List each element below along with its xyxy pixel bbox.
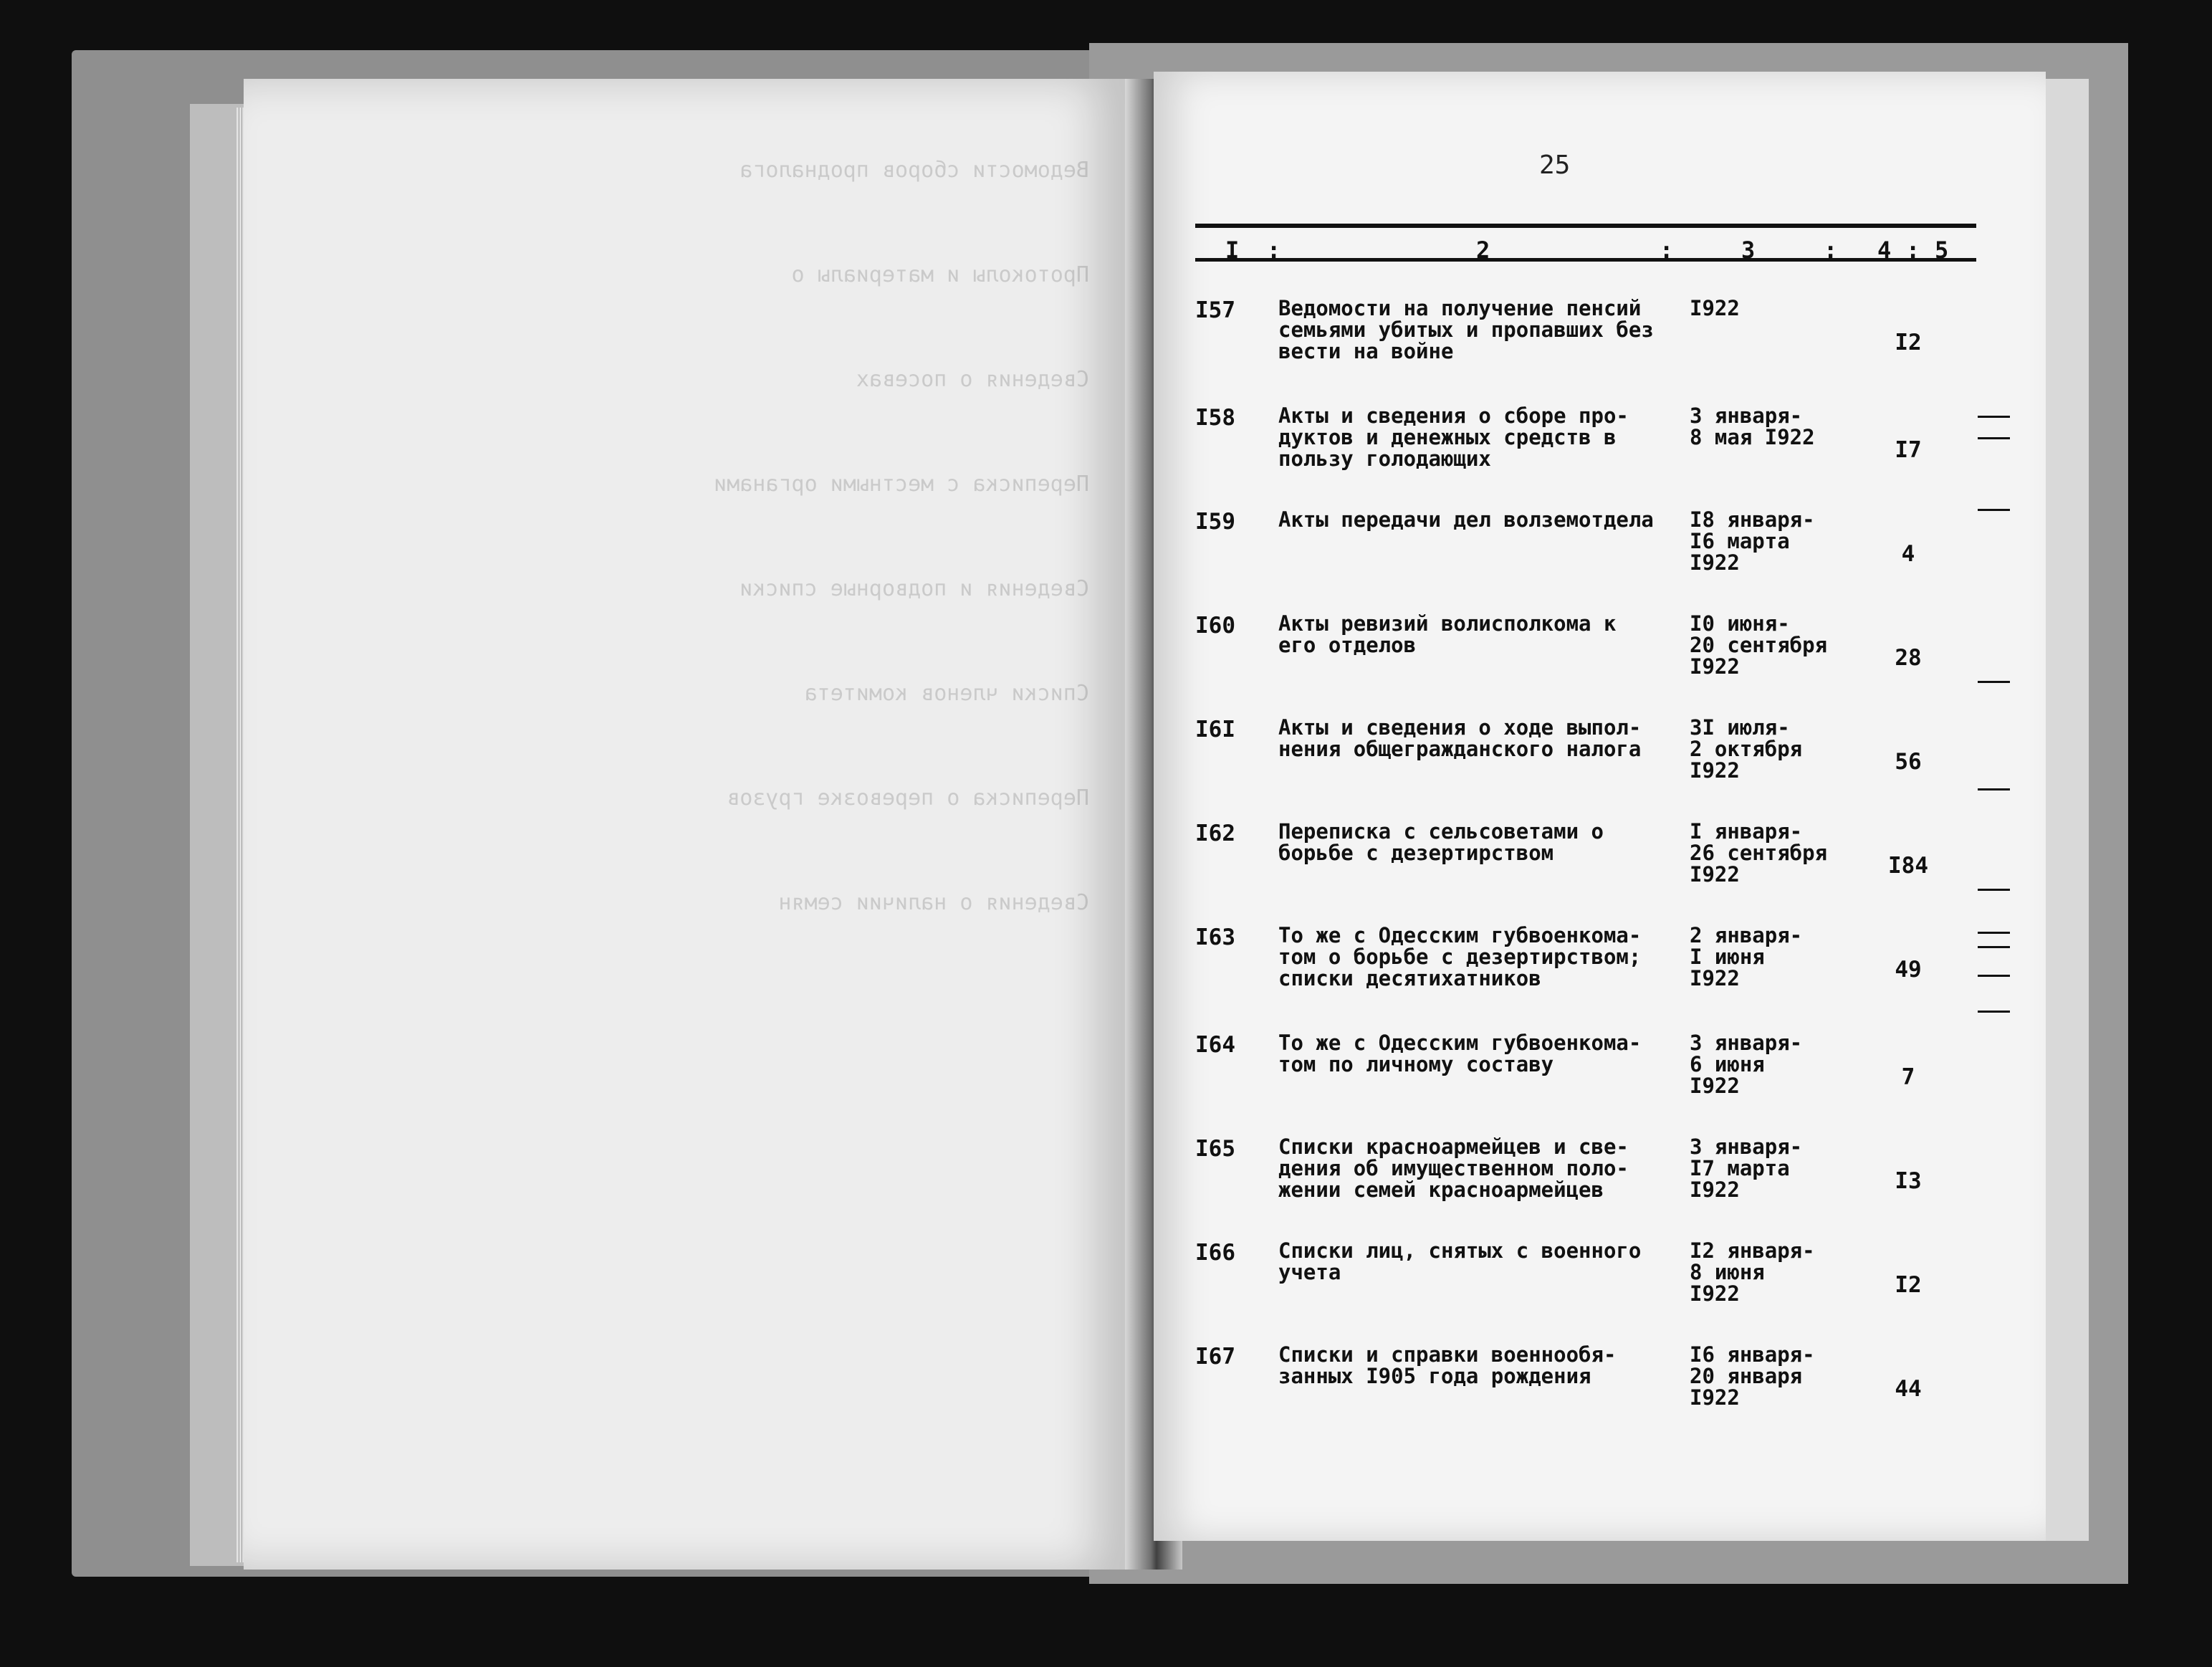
column-separator: :	[1824, 237, 1838, 264]
item-number: I62	[1195, 821, 1235, 846]
item-number: I63	[1195, 925, 1235, 950]
item-description: То же с Одесским губвоенкома- том по личному составу	[1278, 1031, 1642, 1076]
item-sheet-count: I84	[1888, 853, 1928, 879]
margin-tick	[1978, 932, 2010, 934]
item-dates: 3 января- 6 июня I922	[1690, 1031, 1803, 1098]
item-sheet-count: 56	[1895, 749, 1922, 775]
margin-tick	[1978, 1011, 2010, 1013]
item-description: Акты и сведения о сборе про- дуктов и денежных средств в пользу голодающих	[1278, 403, 1629, 471]
item-description: Акты передачи дел волземотдела	[1278, 507, 1654, 532]
margin-tick	[1978, 889, 2010, 891]
item-sheet-count: I2	[1895, 330, 1922, 355]
bleed-line: Переписка с местными органами	[714, 472, 1089, 497]
item-sheet-count: I2	[1895, 1272, 1922, 1298]
bleed-line: Сведения и подворные списки	[739, 576, 1089, 601]
table-rule-header	[1195, 258, 1976, 262]
right-page	[1154, 72, 2046, 1541]
column-separator: :	[1660, 237, 1674, 264]
bleed-line: Сведения о посевах	[856, 367, 1089, 392]
item-dates: 2 января- I июня I922	[1690, 923, 1803, 990]
item-dates: I8 января- I6 марта I922	[1690, 507, 1815, 575]
item-dates: I января- 26 сентября I922	[1690, 819, 1828, 887]
margin-tick	[1978, 416, 2010, 418]
margin-tick	[1978, 509, 2010, 511]
item-sheet-count: I3	[1895, 1168, 1922, 1194]
item-dates: I0 июня- 20 сентября I922	[1690, 611, 1828, 679]
item-dates: I6 января- 20 января I922	[1690, 1342, 1815, 1410]
bleed-through-text	[315, 158, 1089, 1491]
margin-tick	[1978, 681, 2010, 683]
bleed-line: Протоколы и материалы о	[791, 262, 1089, 287]
page-number: 25	[1539, 151, 1571, 180]
item-description: Ведомости на получение пенсий семьями убитых и пропавших без вести на войне	[1278, 296, 1654, 363]
item-description: Переписка с сельсоветами о борьбе с дезертирством	[1278, 819, 1604, 865]
item-description: Акты ревизий волисполкома к его отделов	[1278, 611, 1617, 657]
margin-tick	[1978, 437, 2010, 439]
column-header-1: I	[1225, 237, 1240, 264]
bleed-line: Переписка о перевозке грузов	[727, 785, 1089, 811]
item-description: Списки красноармейцев и све- дения об имущественном поло- жении семей красноармейцев	[1278, 1135, 1629, 1202]
bleed-line: Сведения о наличии семян	[778, 890, 1089, 915]
item-dates: 3 января- I7 марта I922	[1690, 1135, 1803, 1202]
margin-tick	[1978, 975, 2010, 977]
column-header-2: 2	[1476, 237, 1490, 264]
item-number: I67	[1195, 1344, 1235, 1370]
item-dates: I2 января- 8 июня I922	[1690, 1238, 1815, 1306]
item-description: Списки лиц, снятых с военного учета	[1278, 1238, 1642, 1284]
item-sheet-count: 44	[1895, 1376, 1922, 1402]
item-number: I66	[1195, 1240, 1235, 1266]
item-dates: I922	[1690, 296, 1740, 320]
item-sheet-count: 4	[1901, 541, 1915, 567]
item-number: I60	[1195, 613, 1235, 639]
item-description: То же с Одесским губвоенкома- том о борьбе с дезертирством; списки десятихатников	[1278, 923, 1642, 990]
column-header-5: 5	[1935, 237, 1949, 264]
item-sheet-count: 7	[1901, 1064, 1915, 1090]
table-rule-top	[1195, 224, 1976, 228]
item-dates: 3I июля- 2 октября I922	[1690, 715, 1803, 783]
item-sheet-count: 49	[1895, 957, 1922, 983]
item-description: Списки и справки военнообя- занных I905 года рождения	[1278, 1342, 1617, 1388]
right-page-edge	[2046, 79, 2089, 1541]
column-separator: :	[1906, 237, 1920, 264]
item-number: I64	[1195, 1032, 1235, 1058]
item-number: I57	[1195, 297, 1235, 323]
item-dates: 3 января- 8 мая I922	[1690, 403, 1815, 449]
item-sheet-count: 28	[1895, 645, 1922, 671]
bleed-line: Списки членов комитета	[804, 681, 1089, 706]
item-number: I65	[1195, 1136, 1235, 1162]
bleed-line: Ведомости сборов продналога	[739, 158, 1089, 183]
margin-tick	[1978, 788, 2010, 790]
item-number: I58	[1195, 405, 1235, 431]
item-description: Акты и сведения о ходе выпол- нения общегражданского налога	[1278, 715, 1642, 761]
item-sheet-count: I7	[1895, 437, 1922, 463]
column-header-4: 4	[1877, 237, 1892, 264]
item-number: I59	[1195, 509, 1235, 535]
column-header-3: 3	[1741, 237, 1756, 264]
item-number: I6I	[1195, 717, 1235, 742]
margin-tick	[1978, 946, 2010, 948]
column-separator: :	[1267, 237, 1281, 264]
